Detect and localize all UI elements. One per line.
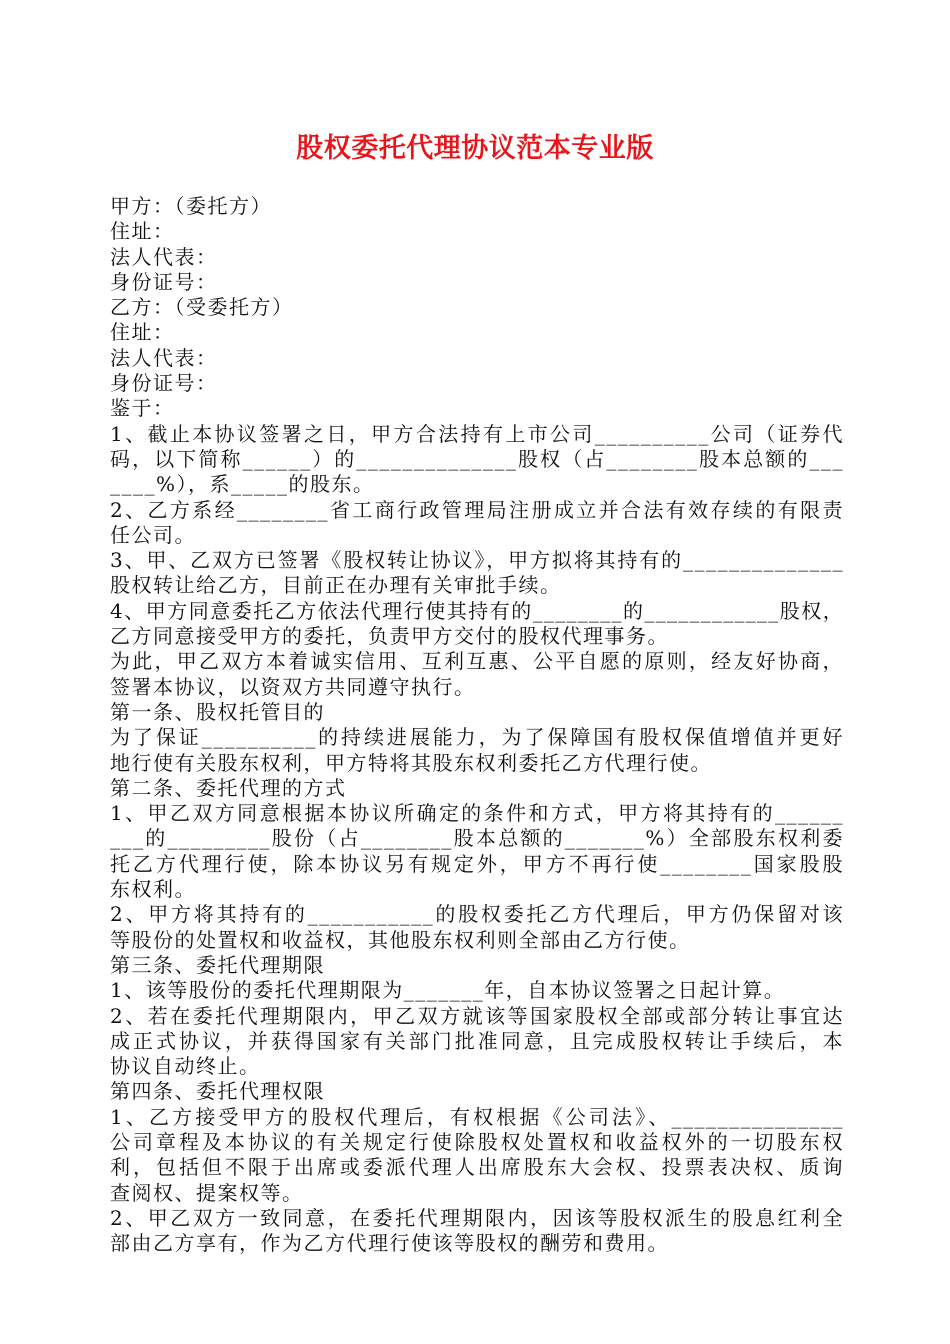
text-line: 法人代表： — [110, 244, 218, 269]
text-line: 1、乙方接受甲方的股权代理后，有权根据《公司法》、_______________ — [110, 1104, 844, 1129]
text-line: 3、甲、乙双方已签署《股权转让协议》，甲方拟将其持有的______________ — [110, 548, 844, 573]
text-line: 鉴于： — [110, 396, 175, 421]
text-line: 2、乙方系经________省工商行政管理局注册成立并合法有效存续的有限责 — [110, 497, 844, 522]
text-line: 1、该等股份的委托代理期限为_______年，自本协议签署之日起计算。 — [110, 978, 786, 1003]
text-line: 股权转让给乙方，目前正在办理有关审批手续。 — [110, 573, 562, 598]
text-line: 住址： — [110, 219, 175, 244]
text-line: 利，包括但不限于出席或委派代理人出席股东大会权、投票表决权、质询 — [110, 1155, 844, 1180]
section-heading: 第三条、委托代理期限 — [110, 952, 325, 977]
text-line: 地行使有关股东权利，甲方特将其股东权利委托乙方代理行使。 — [110, 750, 712, 775]
section-heading: 第二条、委托代理的方式 — [110, 775, 347, 800]
text-line: ____%），系_____的股东。 — [110, 472, 375, 497]
text-line: 签署本协议，以资双方共同遵守执行。 — [110, 674, 476, 699]
text-line: ___的_________股份（占________股本总额的_______%）全部股东权利委 — [110, 826, 844, 851]
text-line: 为了保证__________的持续进展能力，为了保障国有股权保值增值并更好 — [110, 725, 844, 750]
section-heading: 第一条、股权托管目的 — [110, 699, 325, 724]
text-line: 1、甲乙双方同意根据本协议所确定的条件和方式，甲方将其持有的______ — [110, 801, 844, 826]
text-line: 4、甲方同意委托乙方依法代理行使其持有的________的____________股权， — [110, 598, 844, 623]
text-line: 乙方同意接受甲方的委托，负责甲方交付的股权代理事务。 — [110, 624, 669, 649]
text-line: 查阅权、提案权等。 — [110, 1180, 304, 1205]
text-line: 2、甲乙双方一致同意，在委托代理期限内，因该等股权派生的股息红利全 — [110, 1205, 844, 1230]
text-line: 法人代表： — [110, 345, 218, 370]
document-title: 股权委托代理协议范本专业版 — [296, 133, 654, 164]
text-line: 等股份的处置权和收益权，其他股东权利则全部由乙方行使。 — [110, 927, 691, 952]
text-line: 成正式协议，并获得国家有关部门批准同意，且完成股权转让手续后，本 — [110, 1028, 844, 1053]
text-line: 协议自动终止。 — [110, 1054, 261, 1079]
text-line: 身份证号： — [110, 371, 218, 396]
text-line: 东权利。 — [110, 877, 196, 902]
text-line: 2、甲方将其持有的___________的股权委托乙方代理后，甲方仍保留对该 — [110, 902, 844, 927]
text-line: 乙方：（受委托方） — [110, 295, 294, 320]
text-line: 任公司。 — [110, 522, 196, 547]
text-line: 码，以下简称______）的______________股权（占________股本总额的___ — [110, 446, 844, 471]
text-line: 住址： — [110, 320, 175, 345]
text-line: 1、截止本协议签署之日，甲方合法持有上市公司__________公司（证券代 — [110, 421, 844, 446]
text-line: 2、若在委托代理期限内，甲乙双方就该等国家股权全部或部分转让事宜达 — [110, 1003, 844, 1028]
section-heading: 第四条、委托代理权限 — [110, 1079, 325, 1104]
text-line: 甲方：（委托方） — [110, 194, 272, 218]
text-line: 部由乙方享有，作为乙方代理行使该等股权的酬劳和费用。 — [110, 1231, 669, 1256]
text-line: 公司章程及本协议的有关规定行使除股权处置权和收益权外的一切股东权 — [110, 1129, 844, 1154]
text-line: 托乙方代理行使，除本协议另有规定外，甲方不再行使________国家股股 — [110, 851, 844, 876]
text-line: 身份证号： — [110, 269, 218, 294]
document-body — [110, 194, 844, 1256]
text-line: 为此，甲乙双方本着诚实信用、互利互惠、公平自愿的原则，经友好协商， — [110, 649, 844, 674]
